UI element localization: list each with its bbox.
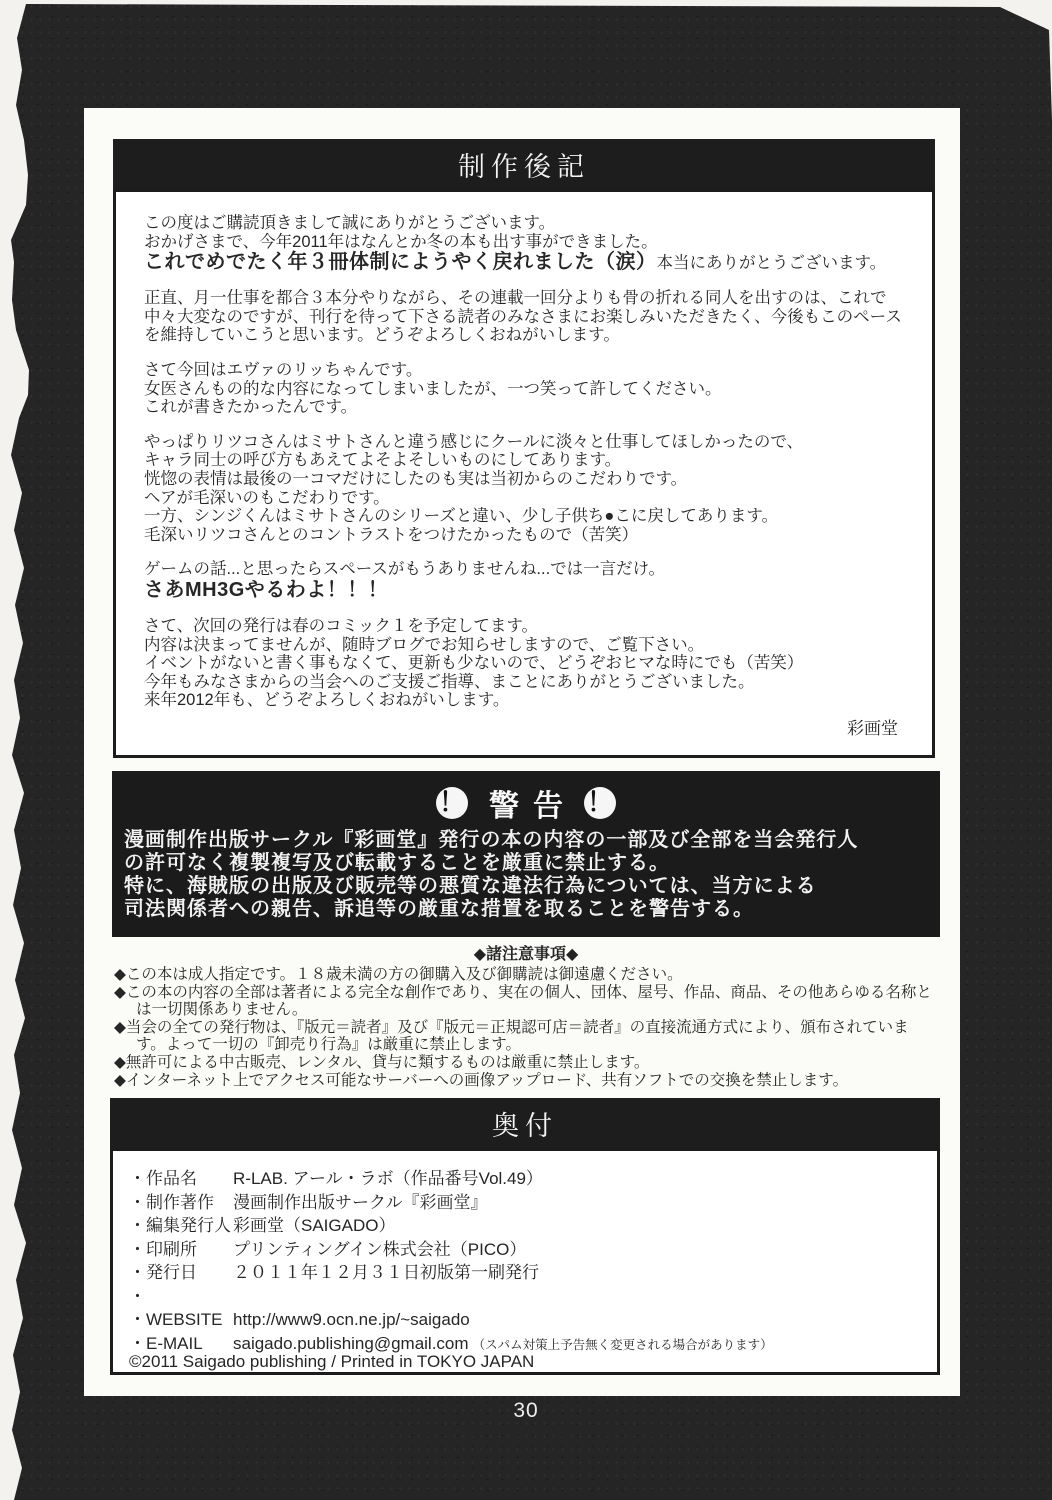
notice-item: ◆この本の内容の全部は著者による完全な創作であり、実在の個人、団体、屋号、作品、商品、その他あらゆる名称とは一切関係ありません。 (114, 983, 932, 1019)
notice-item: ◆インターネット上でアクセス可能なサーバーへの画像アップロード、共有ソフトでの交換を禁止します。 (114, 1071, 849, 1089)
colophon-section (110, 1098, 940, 1375)
colophon-row: ・E-MAIL saigado.publishing@gmail.com （スパム対策上予告無く変更される場合があります） (129, 1333, 773, 1353)
colophon-row: ©2011 Saigado publishing / Printed in TOKYO JAPAN (129, 1352, 535, 1371)
afterword-line (144, 345, 912, 361)
warning-lines (112, 829, 940, 921)
colophon-row: ・制作著作 漫画制作出版サークル『彩画堂』 (129, 1192, 488, 1212)
notices-list (114, 966, 938, 1089)
afterword-line: イベントがないと書く事もなくて、更新も少ないので、どうぞおヒマな時にでも（苦笑） (144, 654, 804, 673)
afterword-line: さあMH3Gやるわよ！！！ (144, 578, 389, 601)
afterword-line: おかげさまで、今年2011年はなんとか冬の本も出す事ができました。 (144, 232, 658, 251)
colophon-title: 奥付 (492, 1110, 558, 1141)
notices-title: ◆諸注意事項◆ (473, 946, 579, 963)
warning-line: の許可なく複製複写及び転載することを厳重に禁止する。 (124, 852, 670, 874)
notice-item: ◆当会の全ての発行物は、『版元＝読者』及び『版元＝正規認可店＝読者』の直接流通方式により、頒布されています。よって一切の『卸売り行為』は厳重に禁止します。 (114, 1018, 909, 1054)
colophon-row: ・編集発行人 彩画堂（SAIGADO） (129, 1216, 396, 1235)
warning-section (112, 771, 940, 937)
afterword-line: これが書きたかったんです。 (144, 398, 358, 417)
colophon-title-bar (110, 1098, 940, 1148)
exclamation-circle-icon: ！ (436, 787, 468, 819)
colophon-body (110, 1148, 940, 1375)
afterword-line: やっぱりリツコさんはミサトさんと違う感じにクールに淡々と仕事してほしかったので、 (144, 432, 804, 451)
afterword-line: 一方、シンジくんはミサトさんのシリーズと違い、少し子供ち●こに戻してあります。 (144, 507, 778, 526)
afterword-line (144, 601, 912, 617)
author-signature: 彩画堂 (847, 718, 898, 738)
afterword-line: 内容は決まってませんが、随時ブログでお知らせしますので、ご覧下さい。 (144, 635, 705, 654)
afterword-lines (144, 214, 912, 710)
afterword-line: この度はご購読頂きまして誠にありがとうございます。 (144, 214, 556, 232)
warning-line: 特に、海賊版の出版及び販売等の悪質な違法行為については、当方による (124, 875, 817, 897)
notice-item: ◆この本は成人指定です。１８歳未満の方の御購入及び御購読は御遠慮ください。 (114, 966, 683, 983)
afterword-section (113, 139, 935, 758)
colophon-rows (129, 1164, 929, 1376)
exclamation-circle-icon: ！ (584, 787, 616, 819)
afterword-line: これでめでたく年３冊体制にようやく戻れました（涙）本当にありがとうございます。 (144, 251, 887, 274)
afterword-line: さて今回はエヴァのリッちゃんです。 (144, 360, 423, 379)
afterword-line (144, 273, 912, 289)
warning-title-row (112, 781, 940, 825)
afterword-line: 正直、月一仕事を都合３本分やりながら、その連載一回分よりも骨の折れる同人を出すのは、これで中々大変なのですが、刊行を待って下さる読者のみなさまにお楽しみいただきたく、今後もこのペースを維持していこうと思います。どうぞよろしくおねがいします。 (144, 289, 902, 345)
afterword-line: 今年もみなさまからの当会へのご支援ご指導、まことにありがとうございました。 (144, 672, 755, 691)
afterword-line (144, 544, 912, 560)
notice-item: ◆無許可による中古販売、レンタル、貸与に類するものは厳重に禁止します。 (114, 1053, 650, 1071)
afterword-body (113, 189, 935, 758)
colophon-row: ・WEBSITE http://www9.ocn.ne.jp/~saigado (129, 1310, 470, 1329)
afterword-title: 制作後記 (458, 151, 590, 182)
colophon-row: ・発行日 ２０１１年１２月３１日初版第一刷発行 (129, 1263, 539, 1282)
warning-line: 司法関係者への親告、訴追等の厳重な措置を取ることを警告する。 (124, 898, 754, 920)
afterword-line: 女医さんもの的な内容になってしまいましたが、一つ笑って許してください。 (144, 379, 722, 398)
afterword-line: ゲームの話...と思ったらスペースがもうありませんね...では一言だけ。 (144, 560, 666, 579)
afterword-line: ヘアが毛深いのもこだわりです。 (144, 488, 390, 507)
warning-line: 漫画制作出版サークル『彩画堂』発行の本の内容の一部及び全部を当会発行人 (124, 829, 859, 851)
colophon-row: ・印刷所 プリンティングイン株式会社（PICO） (129, 1239, 527, 1259)
afterword-line: 恍惚の表情は最後の一コマだけにしたのも実は当初からのこだわりです。 (144, 469, 688, 488)
afterword-line (144, 417, 912, 433)
warning-title: 警告 (489, 790, 577, 823)
afterword-line: 毛深いリツコさんとのコントラストをつけたかったもので（苦笑） (144, 525, 639, 544)
colophon-row: ・作品名 R-LAB. アール・ラボ（作品番号Vol.49） (129, 1169, 543, 1188)
colophon-row: ・ (129, 1286, 146, 1306)
notices-section (114, 946, 938, 1089)
afterword-line: 来年2012年も、どうぞよろしくおねがいします。 (144, 691, 510, 710)
afterword-line: さて、次回の発行は春のコミック１を予定してます。 (144, 616, 539, 635)
page-number: 30 (513, 1399, 539, 1422)
afterword-line: キャラ同士の呼び方もあえてよそよそしいものにしてあります。 (144, 451, 622, 470)
afterword-title-bar (113, 139, 935, 189)
white-frame (84, 108, 960, 1396)
